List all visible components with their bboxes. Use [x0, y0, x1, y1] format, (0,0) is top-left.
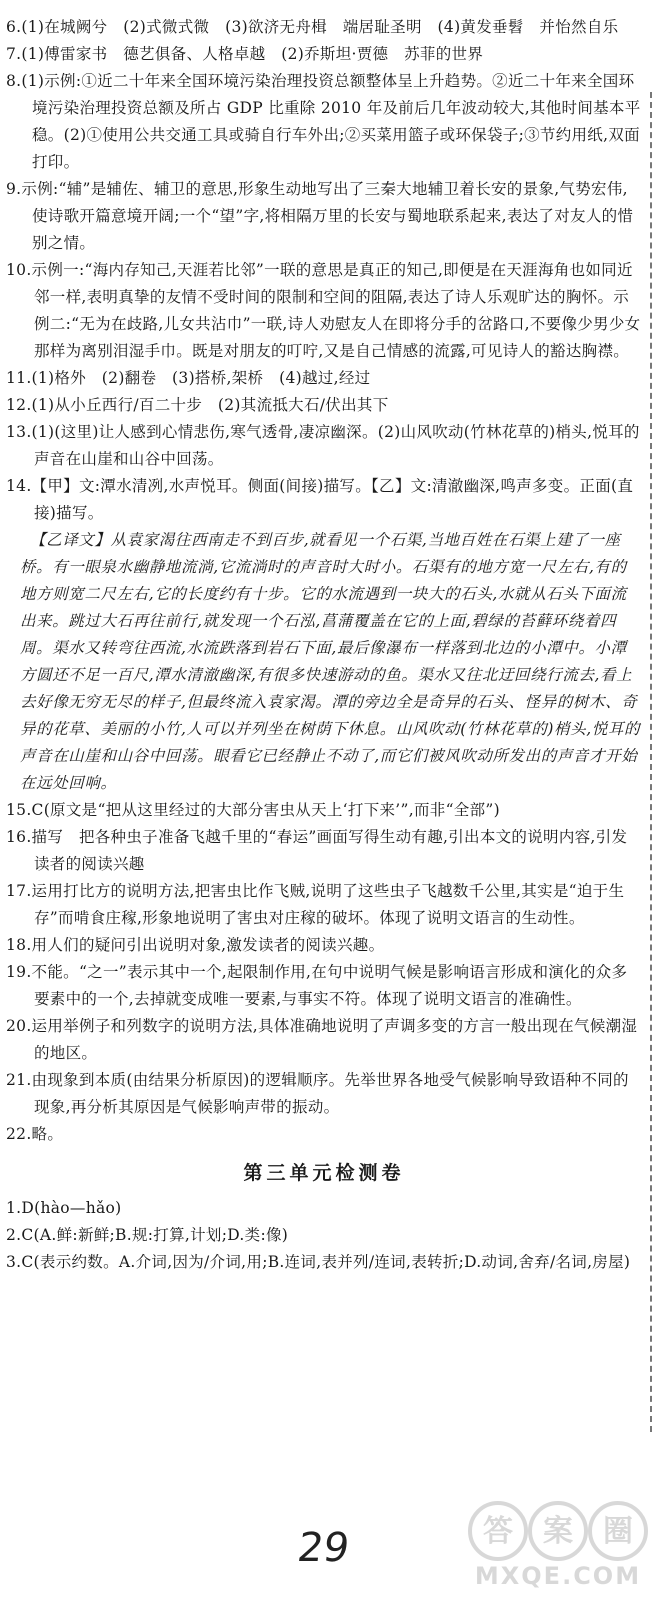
answer-item-21: 21.由现象到本质(由结果分析原因)的逻辑顺序。先举世界各地受气候影响导致语种不同的现象,再分析其原因是气候影响声带的振动。 — [6, 1071, 629, 1116]
watermark-glyphs — [458, 1498, 658, 1564]
answer-item-22: 22.略。 — [6, 1125, 64, 1143]
watermark-glyph-2: 案 — [543, 1514, 573, 1549]
section-heading: 第三单元检测卷 — [243, 1162, 405, 1184]
answer-item-11: 11.(1)格外 (2)翻卷 (3)搭桥,架桥 (4)越过,经过 — [6, 369, 371, 387]
answer-item-9: 9.示例:“辅”是辅佐、辅卫的意思,形象生动地写出了三秦大地辅卫着长安的景象,气势宏伟,使诗歌开篇意境开阔;一个“望”字,将相隔万里的长安与蜀地联系起来,表达了对友人的惜别之情。 — [6, 180, 634, 252]
answer-item-20: 20.运用举例子和列数字的说明方法,具体准确地说明了声调多变的方言一般出现在气候潮湿的地区。 — [6, 1017, 638, 1062]
answer-item-16: 16.描写 把各种虫子准备飞越千里的“春运”画面写得生动有趣,引出本文的说明内容,引发读者的阅读兴趣 — [6, 828, 628, 873]
answer-item-13: 13.(1)(这里)让人感到心情悲伤,寒气透骨,凄凉幽深。(2)山风吹动(竹林花草的)梢头,悦耳的声音在山崖和山谷中回荡。 — [6, 423, 640, 468]
binding-margin-line — [650, 92, 652, 1432]
answer-item-15: 15.C(原文是“把从这里经过的大部分害虫从天上‘打下来’”,而非“全部”) — [6, 801, 500, 819]
answer-item-7: 7.(1)傅雷家书 德艺俱备、人格卓越 (2)乔斯坦·贾德 苏菲的世界 — [6, 45, 484, 63]
section3-item-3: 3.C(表示约数。A.介词,因为/介词,用;B.连词,表并列/连词,表转折;D.动词,舍弃/名词,房屋) — [6, 1253, 631, 1271]
answer-item-17: 17.运用打比方的说明方法,把害虫比作飞贼,说明了这些虫子飞越数千公里,其实是“迫于生存”而啃食庄稼,形象地说明了害虫对庄稼的破坏。体现了说明文语言的生动性。 — [6, 882, 625, 927]
answer-text — [6, 14, 642, 1276]
watermark-glyph-3: 圈 — [603, 1514, 633, 1549]
section3-item-1: 1.D(hào—hǎo) — [6, 1199, 122, 1217]
watermark-logo — [458, 1498, 658, 1594]
section3-item-2: 2.C(A.鲜:新鲜;B.规:打算,计划;D.类:像) — [6, 1226, 289, 1244]
answer-item-14: 14.【甲】文:潭水清冽,水声悦耳。侧面(间接)描写。【乙】文:清澈幽深,鸣声多变。正面(直接)描写。 — [6, 477, 634, 522]
answer-item-18: 18.用人们的疑问引出说明对象,激发读者的阅读兴趣。 — [6, 936, 385, 954]
answer-item-12: 12.(1)从小丘西行/百二十步 (2)其流抵大石/伏出其下 — [6, 396, 389, 414]
watermark-text: MXQE.COM — [474, 1562, 642, 1590]
answer-item-10: 10.示例一:“海内存知己,天涯若比邻”一联的意思是真正的知己,即便是在天涯海角也如同近邻一样,表明真挚的友情不受时间的限制和空间的阻隔,表达了诗人乐观旷达的胸怀。示例二:“无为在歧路,儿女共沾巾”一联,诗人劝慰友人在即将分手的岔路口,不要像少男少女那样为离别泪湿手巾。既是对朋友的叮咛,又是自己情感的流露,可见诗人的豁达胸襟。 — [6, 261, 641, 360]
answer-item-19: 19.不能。“之一”表示其中一个,起限制作用,在句中说明气候是影响语言形成和演化的众多要素中的一个,去掉就变成唯一要素,与事实不符。体现了说明文语言的准确性。 — [6, 963, 628, 1008]
answer-item-6: 6.(1)在城阙兮 (2)式微式微 (3)欲济无舟楫 端居耻圣明 (4)黄发垂髫 并怡然自乐 — [6, 18, 619, 36]
watermark-glyph-1: 答 — [483, 1514, 513, 1549]
translation-paragraph: 【乙译文】从袁家渴往西南走不到百步,就看见一个石渠,当地百姓在石渠上建了一座桥。有一眼泉水幽静地流淌,它流淌时的声音时大时小。石渠有的地方宽一尺左右,有的地方则宽二尺左右,它的长度约有十步。它的水流遇到一块大的石头,水就从石头下面流出来。跳过大石再往前行,就发现一个石泓,菖蒲覆盖在它的上面,碧绿的苔藓环绕着四周。渠水又转弯往西流,水流跌落到岩石下面,最后像瀑布一样落到北边的小潭中。小潭方圆还不足一百尺,潭水清澈幽深,有很多快速游动的鱼。渠水又往北迂回绕行流去,看上去好像无穷无尽的样子,但最终流入袁家渴。潭的旁边全是奇异的石头、怪异的树木、奇异的花草、美丽的小竹,人可以并列坐在树荫下休息。山风吹动(竹林花草的)梢头,悦耳的声音在山崖和山谷中回荡。眼看它已经静止不动了,而它们被风吹动所发出的声音才开始在远处回响。 — [20, 531, 641, 792]
answer-item-8: 8.(1)示例:①近二十年来全国环境污染治理投资总额整体呈上升趋势。②近二十年来全国环境污染治理投资总额及所占 GDP 比重除 2010 年及前后几年波动较大,其他时间基本平稳。(2)①使用公共交通工具或骑自行车外出;②买菜用篮子或环保袋子;③节约用纸,双面打印。 — [6, 72, 641, 171]
page-number: 29 — [294, 1525, 353, 1571]
